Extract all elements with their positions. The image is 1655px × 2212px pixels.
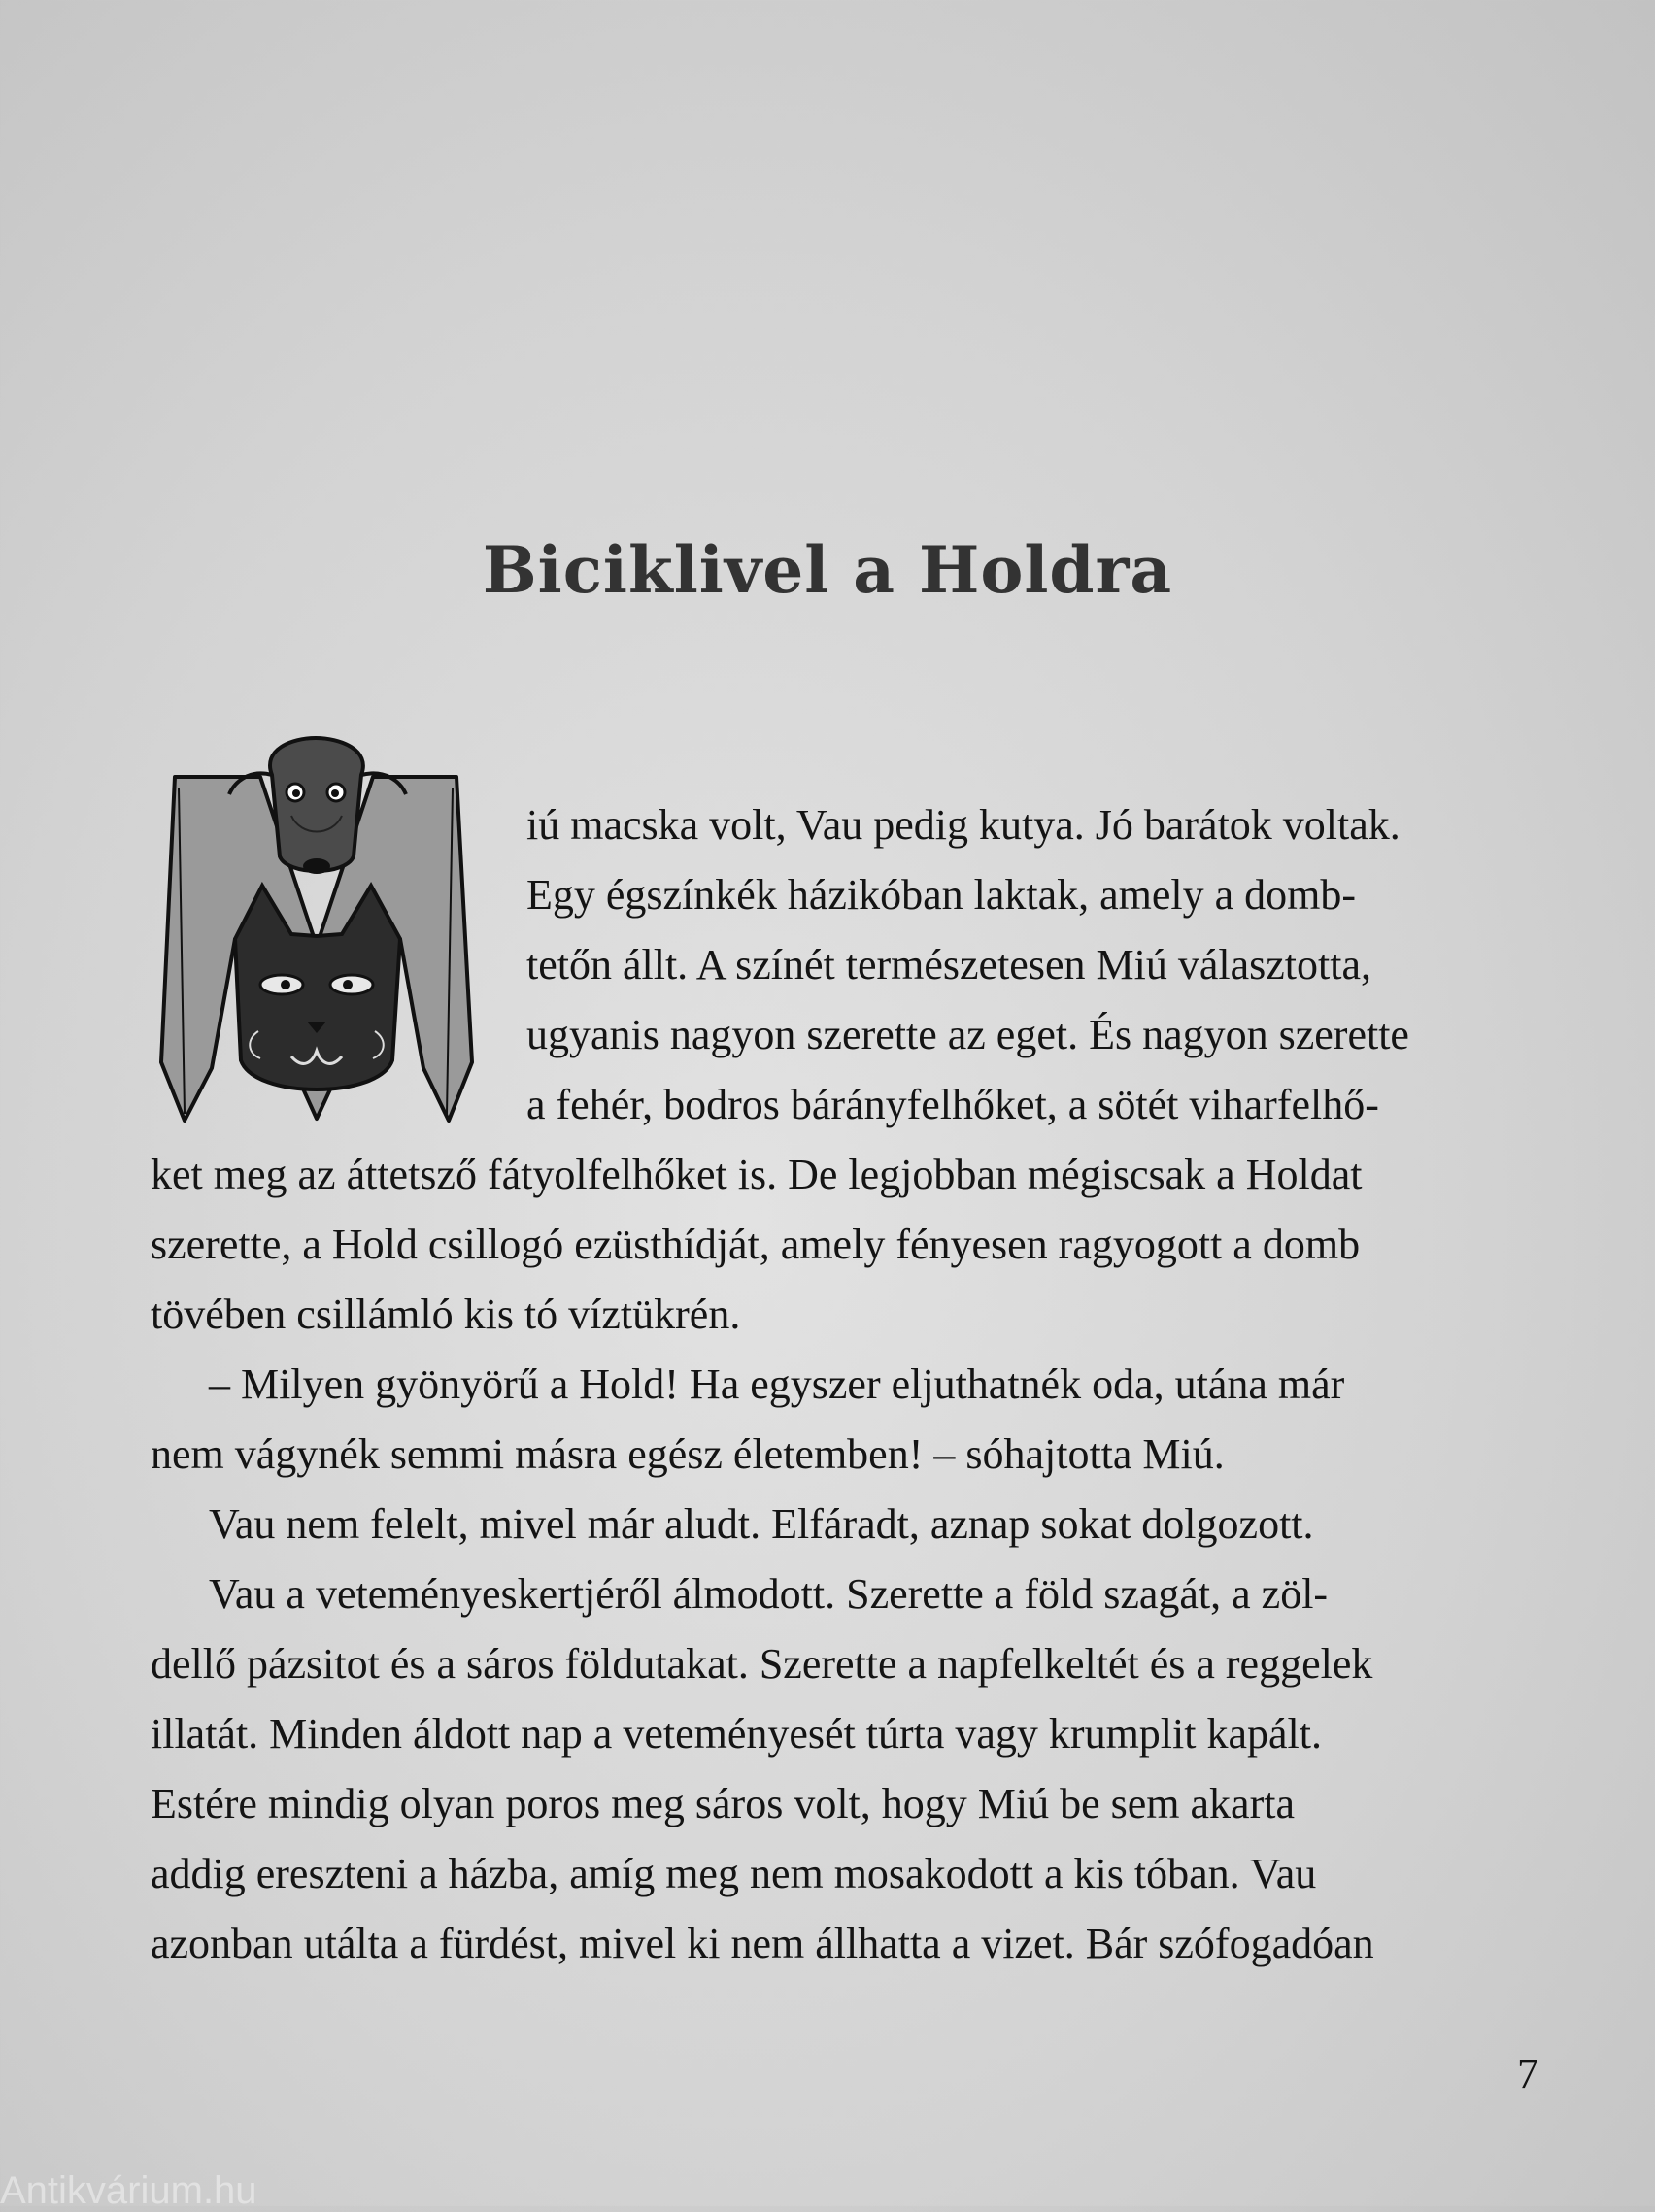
body-text-line: Estére mindig olyan poros meg sáros volt, hogy Miú be sem akarta [151, 1780, 1295, 1827]
drop-cap-illustration [146, 730, 486, 1128]
cat-face-icon [235, 886, 400, 1089]
body-text-line: addig ereszteni a házba, amíg meg nem mosakodott a kis tóban. Vau [151, 1850, 1317, 1897]
body-text-line: Vau nem felelt, mivel már aludt. Elfáradt, aznap sokat dolgozott. [209, 1500, 1314, 1548]
body-text-line: tetőn állt. A színét természetesen Miú választotta, [526, 941, 1371, 989]
body-text-line: tövében csillámló kis tó víztükrén. [151, 1290, 741, 1338]
body-text-line: dellő pázsitot és a sáros földutakat. Szerette a napfelkeltét és a reggelek [151, 1640, 1373, 1688]
body-text-line: ket meg az áttetsző fátyolfelhőket is. De legjobban mégiscsak a Holdat [151, 1151, 1363, 1198]
body-text-line: iú macska volt, Vau pedig kutya. Jó barátok voltak. [526, 801, 1401, 849]
body-text-line: nem vágynék semmi másra egész életemben! – sóhajtotta Miú. [151, 1430, 1225, 1478]
body-text-line: Egy égszínkék házikóban laktak, amely a domb- [526, 871, 1357, 919]
body-text-line: azonban utálta a fürdést, mivel ki nem állhatta a vizet. Bár szófogadóan [151, 1920, 1374, 1967]
chapter-title: Biciklivel a Holdra [482, 532, 1173, 608]
body-text-line: ugyanis nagyon szerette az eget. És nagyon szerette [526, 1011, 1409, 1058]
body-text-line: Vau a veteményeskertjéről álmodott. Szerette a föld szagát, a zöl- [209, 1570, 1329, 1618]
body-text-line: illatát. Minden áldott nap a veteményesét túrta vagy krumplit kapált. [151, 1710, 1322, 1758]
body-text-line: szerette, a Hold csillogó ezüsthídját, amely fényesen ragyogott a domb [151, 1221, 1361, 1268]
body-text-line: – Milyen gyönyörű a Hold! Ha egyszer eljuthatnék oda, utána már [209, 1360, 1345, 1408]
body-text-line: a fehér, bodros bárányfelhőket, a sötét viharfelhő- [526, 1081, 1379, 1128]
watermark: Antikvárium.hu [0, 2169, 257, 2212]
page-number: 7 [1517, 2050, 1538, 2097]
